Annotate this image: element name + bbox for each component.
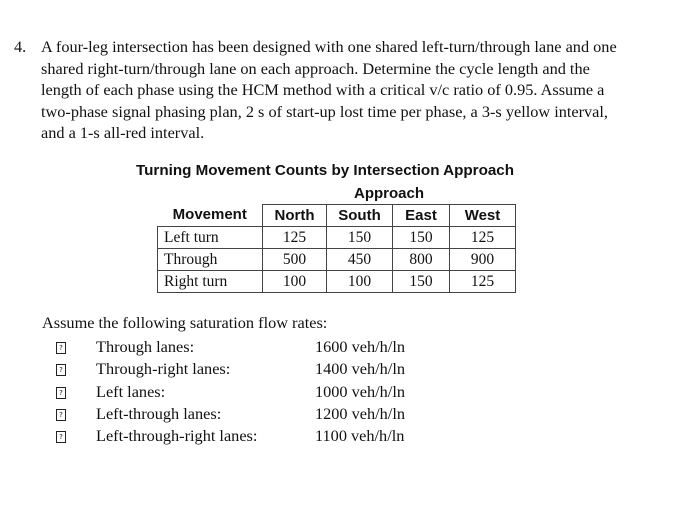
problem-line: two-phase signal phasing plan, 2 s of start-up lost time per phase, a 3-s yellow interval, [41, 101, 609, 121]
table-cell: 150 [393, 227, 450, 249]
problem-number: 4. [14, 37, 27, 56]
table-title: Turning Movement Counts by Intersection Approach [136, 162, 515, 179]
lane-type: Left-through-right lanes: [96, 426, 258, 446]
table-cell: 100 [327, 271, 393, 293]
table-row [158, 271, 516, 293]
table-row [158, 227, 516, 249]
table-cell: 125 [450, 271, 516, 293]
saturation-intro: Assume the following saturation flow rates: [42, 313, 328, 332]
column-header-east: East [393, 205, 450, 227]
column-header-north: North [263, 205, 327, 227]
flow-rate: 1400 veh/h/ln [315, 359, 405, 379]
table-cell: 125 [450, 227, 516, 249]
row-label: Left turn [158, 227, 263, 249]
flow-rate: 1600 veh/h/ln [315, 337, 405, 356]
row-label: Through [158, 249, 263, 271]
turning-movement-table [157, 183, 516, 293]
missing-glyph-icon: ? [56, 431, 66, 443]
lane-type: Left-through lanes: [96, 403, 222, 423]
lane-type: Through-right lanes: [96, 359, 231, 379]
lane-type: Through lanes: [96, 337, 195, 356]
row-label: Right turn [158, 271, 263, 293]
table-cell: 150 [327, 227, 393, 249]
table-cell: 100 [263, 271, 327, 293]
table-row [158, 249, 516, 271]
table-cell: 450 [327, 249, 393, 271]
flow-rate: 1000 veh/h/ln [315, 381, 405, 401]
problem-line: length of each phase using the HCM method with a critical v/c ratio of 0.95. Assume a [41, 80, 605, 99]
table-header-row-group [158, 183, 516, 205]
missing-glyph-icon: ? [56, 342, 66, 354]
lane-type: Left lanes: [96, 381, 166, 401]
flow-rate: 1100 veh/h/ln [315, 426, 405, 446]
column-header-south: South [327, 205, 393, 227]
movement-header: Movement [172, 206, 247, 224]
table-cell: 900 [450, 249, 516, 271]
missing-glyph-icon: ? [56, 409, 66, 421]
table-cell: 800 [393, 249, 450, 271]
problem-line: A four-leg intersection has been designed with one shared left-turn/through lane and one [41, 37, 617, 56]
table-cell: 500 [263, 249, 327, 271]
problem-line: and a 1-s all-red interval. [41, 123, 205, 142]
table-cell: 125 [263, 227, 327, 249]
table-header-row [158, 205, 516, 227]
flow-rate: 1200 veh/h/ln [315, 403, 405, 423]
problem-text [41, 36, 693, 144]
missing-glyph-icon: ? [56, 387, 66, 399]
approach-header: Approach [263, 183, 516, 205]
column-header-west: West [450, 205, 516, 227]
problem-line: shared right-turn/through lane on each approach. Determine the cycle length and the [41, 58, 590, 78]
missing-glyph-icon: ? [56, 364, 66, 376]
table-cell: 150 [393, 271, 450, 293]
